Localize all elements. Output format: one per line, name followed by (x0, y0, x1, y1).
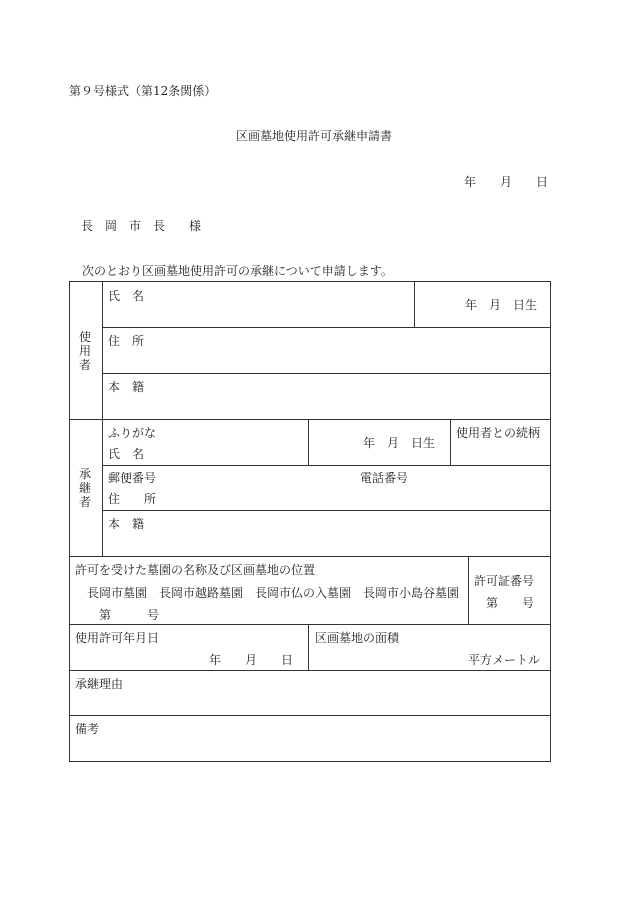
form-number: 第９号様式（第12条関係） (69, 84, 217, 98)
intro-text: 次のとおり区画墓地使用許可の承継について申請します。 (82, 264, 393, 278)
cemetery-location-label: 許可を受けた墓園の名称及び区画墓地の位置 (75, 563, 316, 577)
reason-label: 承継理由 (75, 677, 124, 691)
divider (70, 715, 550, 716)
divider (70, 419, 550, 420)
successor-birth-label: 年 月 日生 (363, 436, 436, 450)
successor-relation-label: 使用者との続柄 (456, 426, 541, 440)
divider (102, 282, 103, 556)
successor-section-label: 承継者 (78, 467, 91, 509)
successor-phone-label: 電話番号 (360, 471, 409, 485)
permit-date-label: 使用許可年月日 (75, 631, 160, 645)
successor-postal-label: 郵便番号 (108, 471, 157, 485)
date-line: 年 月 日 (464, 175, 549, 189)
divider (102, 327, 550, 328)
user-birth-label: 年 月 日生 (465, 298, 538, 312)
user-section-label: 使用者 (78, 330, 91, 372)
user-address-label: 住 所 (108, 334, 145, 348)
divider (468, 556, 469, 624)
cemetery-name: 長岡市越路墓園 (159, 586, 244, 600)
divider (70, 670, 550, 671)
permit-number-label: 許可証番号 (474, 574, 535, 588)
cemetery-number-line: 第 号 (99, 608, 160, 622)
divider (102, 510, 550, 511)
divider (102, 465, 550, 466)
area-label: 区画墓地の面積 (315, 631, 400, 645)
successor-name-label: 氏 名 (108, 447, 145, 461)
application-form-table (69, 281, 551, 762)
cemetery-name: 長岡市墓園 (87, 586, 148, 600)
successor-domicile-label: 本 籍 (108, 517, 145, 531)
divider (308, 624, 309, 670)
divider (70, 624, 550, 625)
divider (414, 282, 415, 327)
divider (450, 419, 451, 465)
divider (102, 373, 550, 374)
divider (70, 556, 550, 557)
user-name-label: 氏 名 (108, 289, 145, 303)
addressee: 長 岡 市 長 様 (81, 219, 202, 233)
successor-furigana-label: ふりがな (108, 426, 157, 440)
area-unit: 平方メートル (468, 653, 541, 667)
cemetery-name: 長岡市小島谷墓園 (363, 586, 460, 600)
permit-number-value: 第 号 (486, 596, 535, 610)
cemetery-name: 長岡市仏の入墓園 (255, 586, 352, 600)
user-domicile-label: 本 籍 (108, 380, 145, 394)
successor-address-label: 住 所 (108, 492, 157, 506)
remarks-label: 備考 (75, 722, 100, 736)
permit-date-value: 年 月 日 (209, 653, 294, 667)
form-title: 区画墓地使用許可承継申請書 (236, 129, 393, 143)
divider (308, 419, 309, 465)
